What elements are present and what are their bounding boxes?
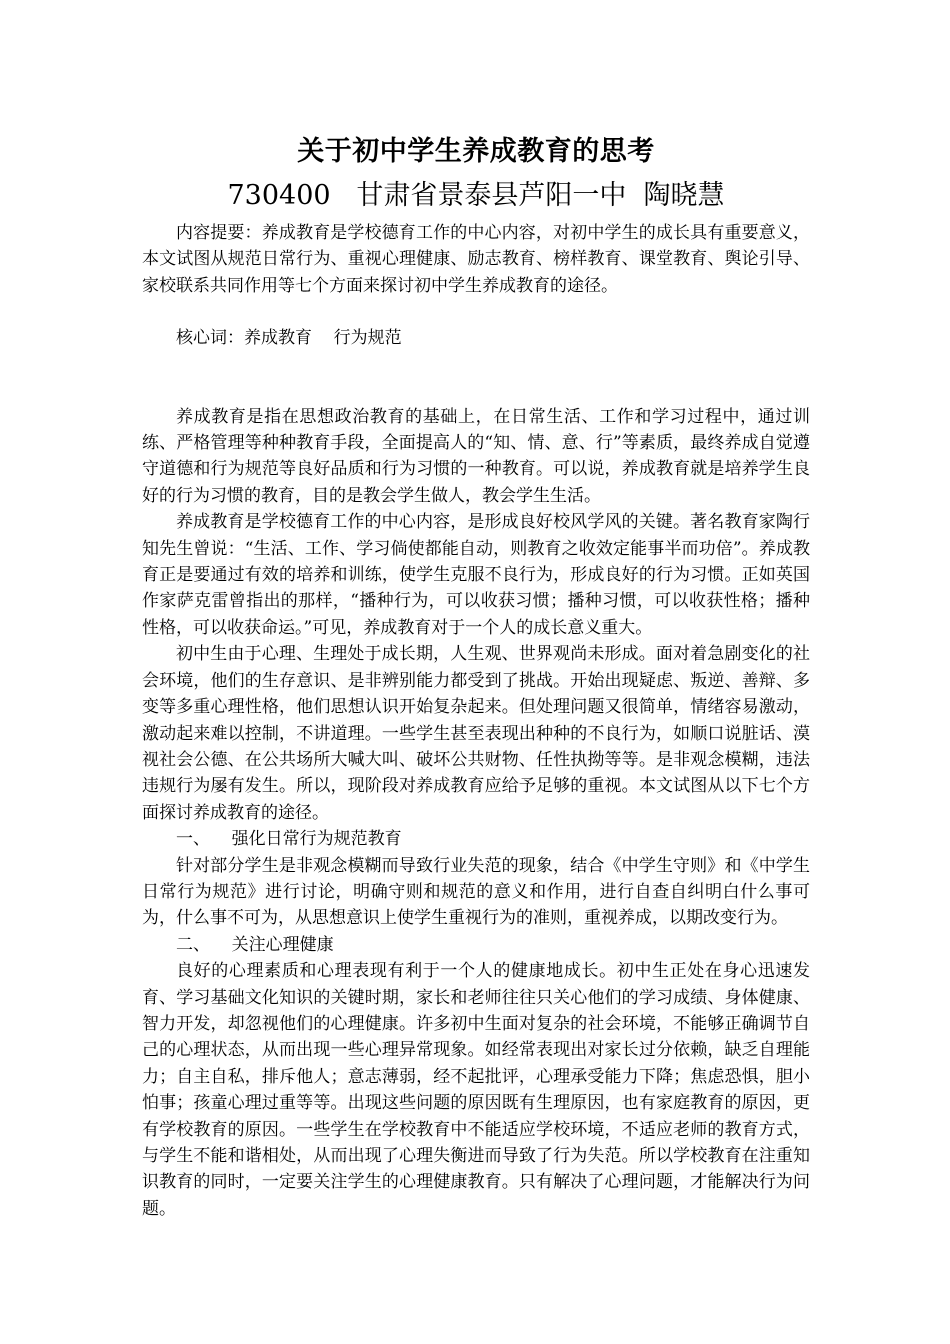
body-paragraph: 初中生由于心理、生理处于成长期，人生观、世界观尚未形成。面对着急剧变化的社会环境，他们的生存意识、是非辨别能力都受到了挑战。开始出现疑虑、叛逆、善辩、多变等多重心理性格，他们思想认识开始复杂起来。但处理问题又很简单，情绪容易激动，激动起来难以控制，不讲道理。一些学生甚至表现出种种的不良行为，如顺口说脏话、漠视社会公德、在公共场所大喊大叫、破坏公共财物、任性执拗等等。是非观念模糊，违法违规行为屡有发生。所以，现阶段对养成教育应给予足够的重视。本文试图从以下七个方面探讨养成教育的途径。 bbox=[142, 644, 810, 823]
author-line: 730400 甘肃省景泰县芦阳一中 陶晓慧 bbox=[227, 180, 725, 211]
spacer bbox=[142, 299, 810, 325]
keywords: 核心词：养成教育 行为规范 bbox=[176, 328, 402, 349]
spacer bbox=[142, 378, 810, 404]
document-page bbox=[142, 130, 810, 1222]
spacer bbox=[142, 352, 810, 378]
section-heading-2: 二、 关注心理健康 bbox=[176, 934, 334, 955]
section-body-1: 针对部分学生是非观念模糊而导致行业失范的现象，结合《中学生守则》和《中学生日常行为规范》进行讨论，明确守则和规范的意义和作用，进行自查自纠明白什么事可为，什么事不可为，从思想意识上使学生重视行为的准则，重视养成，以期改变行为。 bbox=[142, 855, 810, 929]
abstract: 内容提要：养成教育是学校德育工作的中心内容，对初中学生的成长具有重要意义，本文试图从规范日常行为、重视心理健康、励志教育、榜样教育、课堂教育、舆论引导、家校联系共同作用等七个方面来探讨初中学生养成教育的途径。 bbox=[142, 223, 810, 296]
document-title: 关于初中学生养成教育的思考 bbox=[297, 136, 655, 167]
section-body-2: 良好的心理素质和心理表现有利于一个人的健康地成长。初中生正处在身心迅速发育、学习基础文化知识的关键时期，家长和老师往往只关心他们的学习成绩、身体健康、智力开发，却忽视他们的心理健康。许多初中生面对复杂的社会环境，不能够正确调节自己的心理状态，从而出现一些心理异常现象。如经常表现出对家长过分依赖，缺乏自理能力；自主自私，排斥他人；意志薄弱，经不起批评，心理承受能力下降；焦虑恐惧，胆小怕事；孩童心理过重等等。出现这些问题的原因既有生理原因，也有家庭教育的原因，更有学校教育的原因。一些学生在学校教育中不能适应学校环境，不适应老师的教育方式，与学生不能和谐相处，从而出现了心理失衡进而导致了行为失范。所以学校教育在注重知识教育的同时，一定要关注学生的心理健康教育。只有解决了心理问题，才能解决行为问题。 bbox=[142, 961, 810, 1219]
section-heading-1: 一、 强化日常行为规范教育 bbox=[176, 829, 402, 850]
body-paragraph: 养成教育是学校德育工作的中心内容，是形成良好校风学风的关键。著名教育家陶行知先生曾说：“生活、工作、学习倘使都能自动，则教育之收效定能事半而功倍”。养成教育正是要通过有效的培养和训练，使学生克服不良行为，形成良好的行为习惯。正如英国作家萨克雷曾指出的那样，“播种行为，可以收获习惯；播种习惯，可以收获性格；播种性格，可以收获命运。”可见，养成教育对于一个人的成长意义重大。 bbox=[142, 512, 810, 638]
body-paragraph: 养成教育是指在思想政治教育的基础上，在日常生活、工作和学习过程中，通过训练、严格管理等种种教育手段，全面提高人的“知、情、意、行”等素质，最终养成自觉遵守道德和行为规范等良好品质和行为习惯的一种教育。可以说，养成教育就是培养学生良好的行为习惯的教育，目的是教会学生做人，教会学生生活。 bbox=[142, 406, 810, 506]
